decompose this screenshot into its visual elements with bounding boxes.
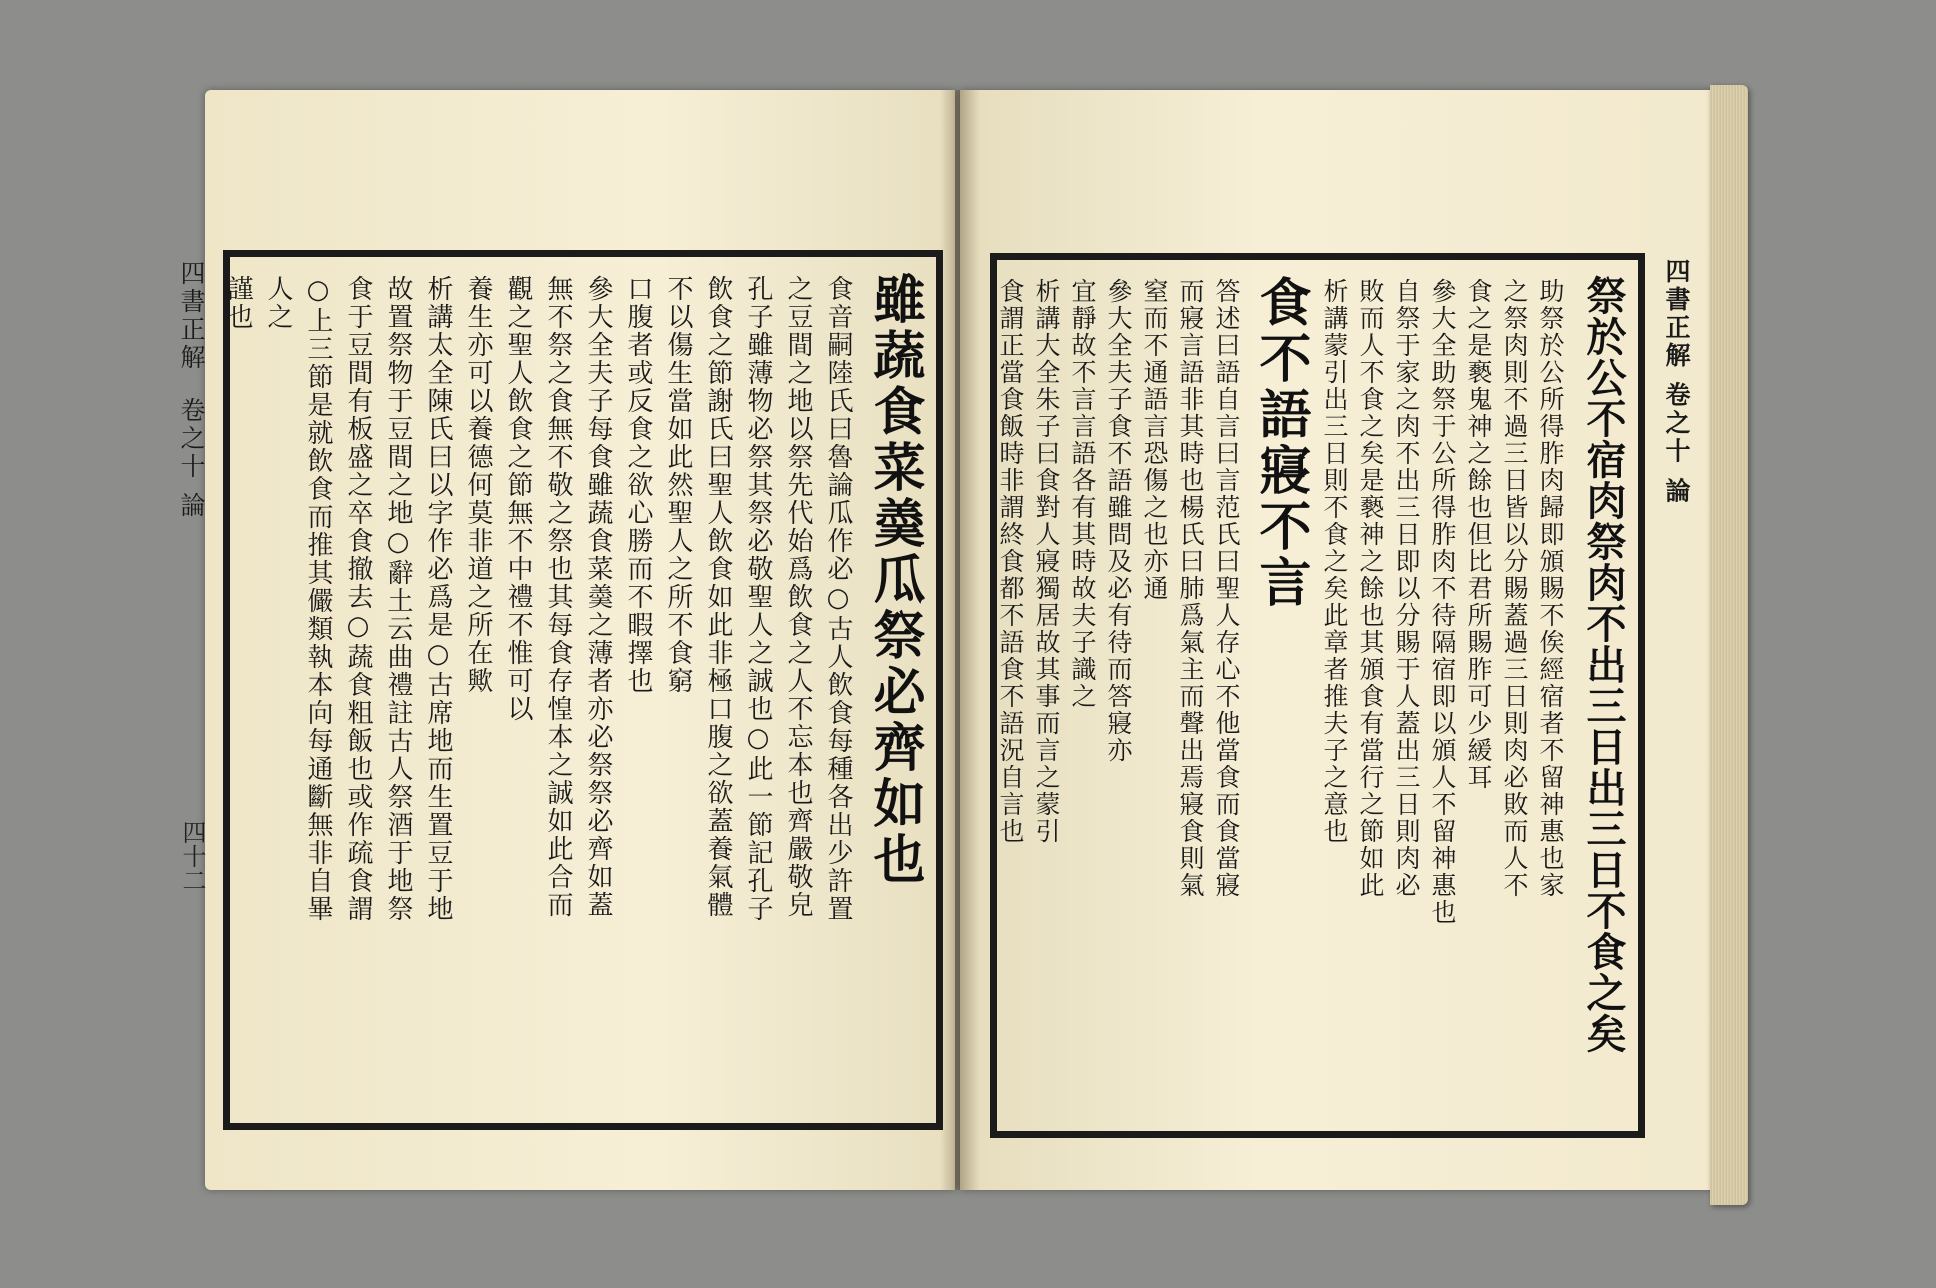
right-page bbox=[960, 90, 1720, 1190]
text-column: 析講太全陳氏曰以字作必爲是○古席地而生置豆于地 bbox=[423, 275, 453, 923]
text-column: 自祭于家之肉不出三日即以分賜于人蓋出三日則肉必 bbox=[1392, 278, 1421, 899]
text-column: 參大全夫子食不語雖問及必有待而答寢亦 bbox=[1104, 278, 1133, 764]
left-heading: 雖蔬食菜羮瓜祭必齊如也 bbox=[864, 272, 925, 888]
text-column: 析講大全朱子曰食對人寢獨居故其事而言之蒙引 bbox=[1032, 278, 1061, 845]
text-column: 助祭於公所得胙肉歸即頒賜不俟經宿者不留神惠也家 bbox=[1536, 278, 1565, 899]
text-column: 答述曰語自言曰言范氏曰聖人存心不他當食而食當寢 bbox=[1212, 278, 1241, 899]
left-folio: 四十二 bbox=[178, 820, 206, 892]
right-text-frame bbox=[990, 253, 1645, 1138]
text-column: 食音嗣陸氏曰魯論瓜作必○古人飲食每種各出少許置 bbox=[823, 275, 853, 923]
text-column: 飲食之節謝氏曰聖人飲食如此非極口腹之欲蓋養氣體 bbox=[703, 275, 733, 919]
text-column: 析講蒙引出三日則不食之矣此章者推夫子之意也 bbox=[1320, 278, 1349, 845]
text-column: 敗而人不食之矣是褻神之餘也其頒食有當行之節如此 bbox=[1356, 278, 1385, 899]
text-column: 參大全夫子每食雖蔬食菜羮之薄者亦必祭祭必齊如蓋 bbox=[583, 275, 613, 919]
text-column: ○上三節是就飲食而推其儼類執本向每通斷無非自畢 bbox=[303, 275, 333, 923]
text-column: 而寢言語非其時也楊氏曰肺爲氣主而聲出焉寢食則氣 bbox=[1176, 278, 1205, 899]
text-column: 之祭肉則不過三日皆以分賜蓋過三日則肉必敗而人不 bbox=[1500, 278, 1529, 899]
text-column: 食于豆間有板盛之卒食撤去○蔬食粗飯也或作疏食謂 bbox=[343, 275, 373, 923]
text-column: 觀之聖人飲食之節無不中禮不惟可以 bbox=[503, 275, 533, 723]
text-column: 故置祭物于豆間之地○辭土云曲禮註古人祭酒于地祭 bbox=[383, 275, 413, 923]
left-runner-section: 論 bbox=[177, 491, 206, 520]
right-heading-2: 食不語寢不言 bbox=[1250, 275, 1311, 611]
book-gutter bbox=[940, 90, 980, 1190]
left-runner-title: 四書正解 bbox=[177, 260, 206, 372]
open-book bbox=[177, 70, 1740, 1215]
text-column: 窒而不通語言恐傷之也亦通 bbox=[1140, 278, 1169, 602]
text-column: 食之是褻鬼神之餘也但比君所賜胙可少緩耳 bbox=[1464, 278, 1493, 791]
text-column: 宜靜故不言言語各有其時故夫子識之 bbox=[1068, 278, 1097, 710]
left-runner-volume: 卷之十 bbox=[177, 396, 206, 481]
text-column: 不以傷生當如此然聖人之所不食窮 bbox=[663, 275, 693, 695]
left-page bbox=[177, 90, 955, 1190]
text-column: 謹也 bbox=[223, 275, 253, 331]
text-column: 孔子雖薄物必祭其祭必敬聖人之誠也○此一節記孔子 bbox=[743, 275, 773, 923]
text-column: 參大全助祭于公所得胙肉不待隔宿即以頒人不留神惠也 bbox=[1428, 278, 1457, 926]
text-column: 之豆間之地以祭先代始爲飲食之人不忘本也齊嚴敬皃 bbox=[783, 275, 813, 919]
page-edges bbox=[1710, 85, 1748, 1205]
text-column: 口腹者或反食之欲心勝而不暇擇也 bbox=[623, 275, 653, 695]
right-heading-1: 祭於公不宿肉祭肉不出三日出三日不食之矣 bbox=[1580, 275, 1627, 1054]
left-text-frame bbox=[223, 250, 943, 1130]
text-column: 食謂正當食飯時非謂終食都不語食不語況自言也 bbox=[996, 278, 1025, 845]
right-page-running-title: 四書正解 卷之十 論 bbox=[1662, 258, 1691, 506]
text-column: 養生亦可以養德何莫非道之所在歟 bbox=[463, 275, 493, 695]
text-column: 人之 bbox=[263, 275, 293, 331]
text-column: 無不祭之食無不敬之祭也其每食存惶本之誠如此合而 bbox=[543, 275, 573, 919]
left-page-running-title bbox=[179, 260, 209, 520]
